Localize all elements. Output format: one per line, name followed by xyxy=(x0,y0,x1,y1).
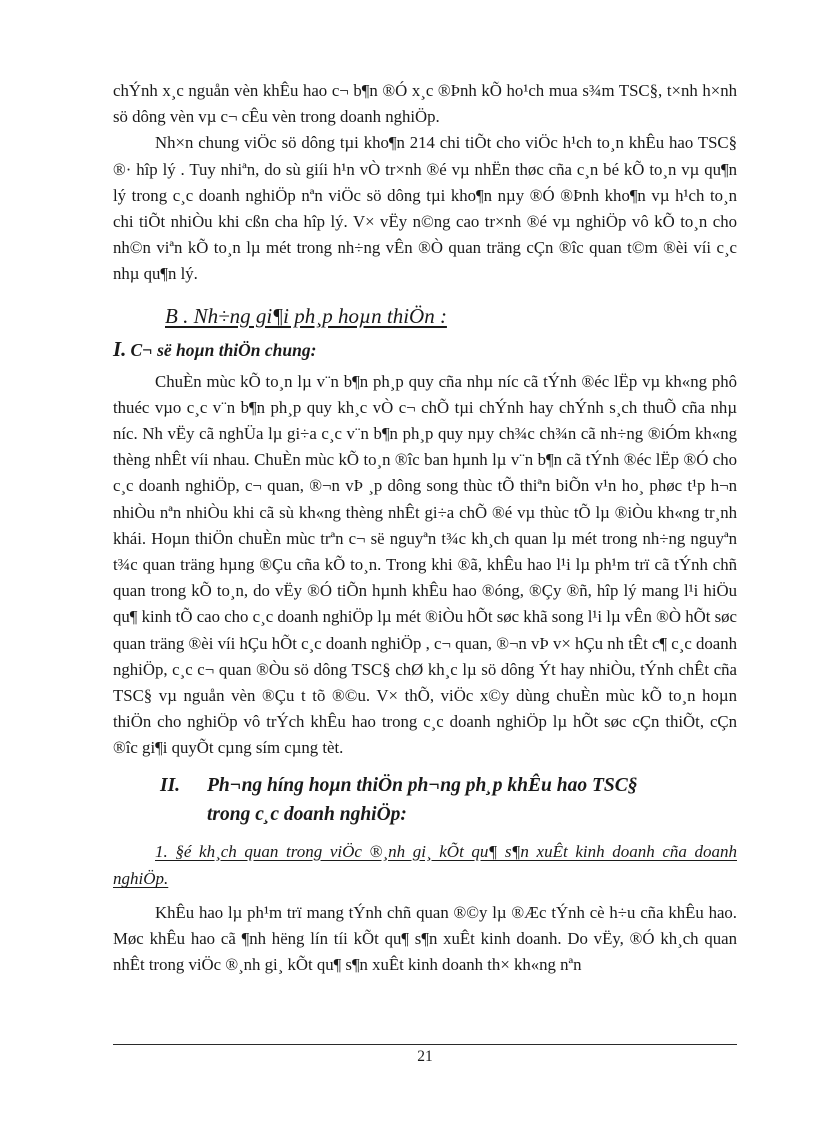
section-i-numeral: I. xyxy=(113,336,127,361)
section-ii-numeral: II. xyxy=(160,774,181,796)
paragraph-continuation: chÝnh x¸c nguån vèn khÊu hao c¬ b¶n ®Ó x¸c ®Þnh kÕ ho¹ch mua s¾m TSC§, t×nh h×nh sö dông vèn vµ c¬ cÊu vèn trong doanh nghiÖp. xyxy=(113,81,737,127)
section-i-heading-text: C¬ së hoµn thiÖn chung: xyxy=(130,339,317,360)
section-b-heading-text: B . Nh÷ng gi¶i ph¸p hoµn thiÖn : xyxy=(165,303,447,328)
paragraph-accounting-standards: ChuÈn mùc kÕ to¸n lµ v¨n b¶n ph¸p quy cña nhµ níc cã tÝnh ®éc lËp vµ kh«ng phô thuéc vµo c¸c v¨n b¶n ph¸p quy kh¸c vÒ c¬ chÕ tµi chÝnh hay chÝnh s¸ch thuÕ cña nhµ níc. Nh vËy cã nghÜa lµ gi÷a c¸c v¨n b¶n ph¸p quy nµy ch¾c ch¾n cã nh÷ng ®iÓm kh«ng thèng nhÊt víi nhau. ChuÈn mùc kÕ to¸n ®îc ban hµnh lµ v¨n b¶n cã tÝnh ®éc lËp ®Ó cho c¸c doanh nghiÖp, c¬ quan, ®¬n vÞ ¸p dông song thùc tÕ thiªn biÕn v¹n ho¸ phøc t¹p h¬n nhiÒu nªn nhiÒu khi cã sù kh«ng thèng nhÊt gi÷a chÕ ®é vµ thùc tÕ lµ ®iÒu kh«ng tr¸nh khái. Hoµn thiÖn chuÈn mùc trªn c¬ së nguyªn t¾c kh¸ch quan lµ mét trong nh÷ng nguyªn t¾c quan träng hµng ®Çu cña kÕ to¸n. Trong khi ®ã, khÊu hao l¹i lµ ph¹m trï cã tÝnh chñ quan trong kÕ to¸n, do vËy ®Ó tiÕn hµnh khÊu hao ®óng, ®Çy ®ñ, hîp lý mang l¹i hiÖu qu¶ kinh tÕ cao cho c¸c doanh nghiÖp lµ mét ®iÒu hÕt søc khã song l¹i lµ vÊn ®Ò hÕt søc quan träng ®èi víi hÇu hÕt c¸c doanh nghiÖp , c¬ quan, ®¬n vÞ v× hÇu nh tÊt c¶ c¸c doanh nghiÖp, c¸c c¬ quan ®Òu sö dông TSC§ chØ kh¸c lµ sö dông Ýt hay nhiÒu, tÝnh chÊt cña TSC§ vµ nguån vèn ®Çu t tõ ®©u. V× thÕ, viÖc x©y dùng chuÈn mùc kÕ to¸n hoµn thiÖn cho nghiÖp vô trÝch khÊu hao trong c¸c doanh nghiÖp lµ hÕt søc cÇn thiÕt, cÇn ®îc gi¶i quyÕt cµng sím cµng tèt. xyxy=(113,371,737,758)
section-ii-heading xyxy=(160,771,737,829)
document-body xyxy=(113,78,737,978)
paragraph-depreciation: KhÊu hao lµ ph¹m trï mang tÝnh chñ quan ®©y lµ ®Æc tÝnh cè h÷u cña khÊu hao. Møc khÊu hao cã ¶nh hëng lín tíi kÕt qu¶ s¶n xuÊt kinh doanh. Do vËy, ®Ó kh¸ch quan nhÊt trong viÖc ®¸nh gi¸ kÕt qu¶ s¶n xuÊt kinh doanh th× kh«ng nªn xyxy=(113,902,737,975)
subsection-1-heading-text: 1. §é kh¸ch quan trong viÖc ®¸nh gi¸ kÕt qu¶ s¶n xuÊt kinh doanh cña doanh nghiÖp. xyxy=(113,841,737,889)
page-number: 21 xyxy=(417,1048,433,1065)
section-b-heading xyxy=(165,301,737,331)
section-ii-heading-text: Ph¬ng híng hoµn thiÖn ph¬ng ph¸p khÊu hao TSC§ trong c¸c doanh nghiÖp: xyxy=(207,774,638,825)
paragraph-account-214: Nh×n chung viÖc sö dông tµi kho¶n 214 chi tiÕt cho viÖc h¹ch to¸n khÊu hao TSC§ ®· hîp lý . Tuy nhiªn, do sù giíi h¹n vÒ tr×nh ®é vµ nhËn thøc cña c¸n bé kÕ to¸n vµ qu¶n lý trong c¸c doanh nghiÖp nªn viÖc sö dông tµi kho¶n nµy ®Ó ®Þnh kho¶n vµ h¹ch to¸n chi tiÕt nhiÒu khi cßn cha hîp lý. V× vËy n©ng cao tr×nh ®é vµ nghiÖp vô kÕ to¸n cho nh©n viªn kÕ to¸n lµ mét trong nh÷ng vÊn ®Ò quan träng cÇn ®îc quan t©m ®èi víi c¸c nhµ qu¶n lý. xyxy=(113,133,737,284)
subsection-1-heading xyxy=(113,838,737,893)
page-footer xyxy=(113,1044,737,1066)
section-i-heading xyxy=(113,336,737,364)
